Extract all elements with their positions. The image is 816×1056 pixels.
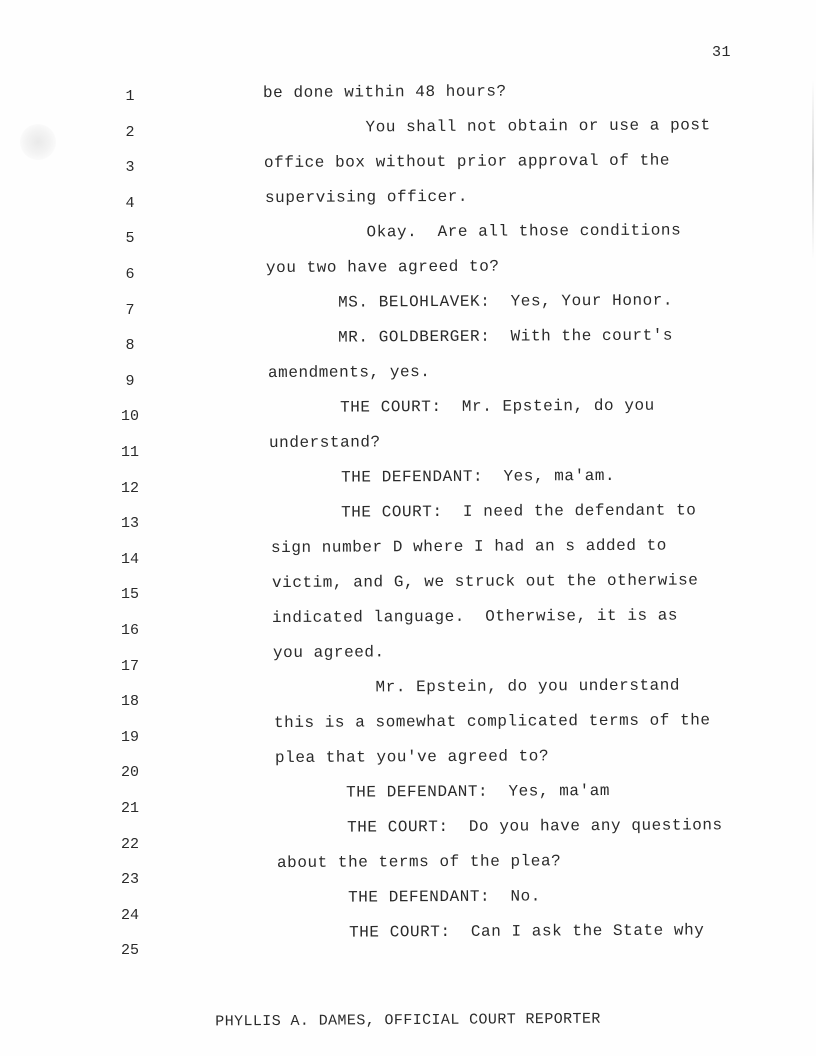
transcript-line-text: indicated language. Otherwise, it is as <box>272 606 679 627</box>
transcript-line-text: THE DEFENDANT: Yes, ma'am. <box>269 466 616 487</box>
transcript-line-text: sign number D where I had an s added to <box>270 536 668 557</box>
line-number: 20 <box>120 764 139 782</box>
line-number: 5 <box>125 230 135 248</box>
line-number: 13 <box>120 515 139 533</box>
hole-punch-mark <box>20 124 56 160</box>
line-number: 17 <box>120 657 139 675</box>
line-number: 2 <box>125 123 135 141</box>
line-number: 10 <box>120 408 139 426</box>
transcript-line-text: this is a somewhat complicated terms of the <box>274 711 711 732</box>
transcript-line-text: amendments, yes. <box>267 363 431 382</box>
court-reporter-footer: PHYLLIS A. DAMES, OFFICIAL COURT REPORTER <box>215 1010 601 1031</box>
transcript-line-text: about the terms of the plea? <box>276 852 561 872</box>
transcript-line-text: Okay. Are all those conditions <box>265 221 682 242</box>
transcript-line-text: THE COURT: Mr. Epstein, do you <box>268 396 655 417</box>
transcript-line-text: understand? <box>269 433 381 452</box>
page-number: 31 <box>712 44 732 61</box>
line-number: 19 <box>120 728 139 746</box>
line-number: 7 <box>125 301 135 319</box>
line-number: 22 <box>120 835 139 853</box>
line-number: 9 <box>125 372 135 390</box>
line-number: 14 <box>120 550 139 568</box>
transcript-line-text: victim, and G, we struck out the otherwise <box>271 571 699 592</box>
transcript-line-text: THE COURT: Do you have any questions <box>275 816 723 837</box>
line-number: 23 <box>120 871 139 889</box>
transcript-line-text: MR. GOLDBERGER: With the court's <box>267 326 674 347</box>
line-number: 18 <box>120 693 139 711</box>
transcript-line-text: plea that you've agreed to? <box>274 747 549 767</box>
line-number: 6 <box>125 266 135 283</box>
line-number: 11 <box>120 444 139 461</box>
line-number: 8 <box>125 337 135 355</box>
transcript-line-text: THE COURT: Can I ask the State why <box>277 921 705 942</box>
transcript-line-text: you two have agreed to? <box>266 257 500 277</box>
line-number: 25 <box>120 942 139 960</box>
transcript-line-text: Mr. Epstein, do you understand <box>273 676 680 697</box>
line-number: 1 <box>125 88 135 105</box>
transcript-line-text: supervising officer. <box>264 187 468 207</box>
transcript-line-text: THE DEFENDANT: Yes, ma'am <box>275 781 611 802</box>
line-number: 4 <box>125 194 135 212</box>
line-number: 15 <box>120 586 139 604</box>
transcript-line-text: office box without prior approval of the <box>264 151 671 172</box>
transcript-line-text: MS. BELOHLAVEK: Yes, Your Honor. <box>266 291 673 312</box>
line-number: 21 <box>120 800 139 817</box>
line-number: 3 <box>125 159 135 177</box>
transcript-line-text: you agreed. <box>272 643 385 662</box>
line-number: 16 <box>120 622 139 639</box>
transcript-line-text: THE DEFENDANT: No. <box>277 887 542 907</box>
transcript-line-text: THE COURT: I need the defendant to <box>270 501 697 522</box>
scan-edge-mark <box>812 80 814 260</box>
transcript-line-text: You shall not obtain or use a post <box>263 116 711 137</box>
line-number: 12 <box>120 479 139 497</box>
line-number: 24 <box>120 906 139 924</box>
transcript-line-text: be done within 48 hours? <box>262 82 507 102</box>
